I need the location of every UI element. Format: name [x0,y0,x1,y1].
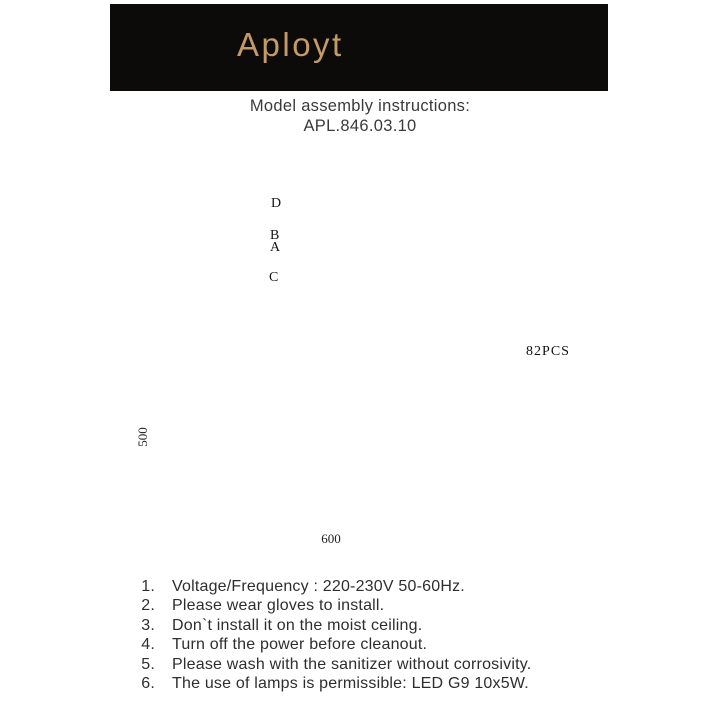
dim-height-label: 500 [135,427,150,447]
item-number: 1. [141,578,155,595]
instruction-item [0,596,720,615]
model-number: APL.846.03.10 [303,117,417,135]
label-c: C [269,270,279,285]
brand-logotype: Aployt [237,26,344,63]
instruction-list [0,577,720,693]
instruction-item [0,577,720,596]
item-number: 4. [141,636,155,654]
instruction-item [0,616,720,635]
dim-width-label: 600 [321,531,341,546]
item-text: Please wash with the sanitizer without corrosivity. [172,655,532,673]
item-text: Please wear gloves to install. [172,597,385,615]
item-number: 5. [141,655,155,673]
item-text: Don`t install it on the moist ceiling. [172,616,423,634]
item-text: Turn off the power before cleanout. [172,636,428,654]
instruction-item [0,655,720,674]
item-text: Voltage/Frequency : 220-230V 50-60Hz. [172,578,465,595]
sheet-title: Model assembly instructions: [249,97,471,115]
item-text: The use of lamps is permissible: LED G9 10x5W. [172,675,529,693]
label-b: B [270,228,280,243]
item-number: 6. [141,675,155,693]
label-a: A [270,240,281,255]
parts-count-label: 82PCS [526,344,570,359]
item-number: 3. [141,616,155,634]
instruction-item [0,674,720,693]
label-d: D [271,196,282,211]
instruction-item [0,635,720,654]
item-number: 2. [141,597,155,615]
